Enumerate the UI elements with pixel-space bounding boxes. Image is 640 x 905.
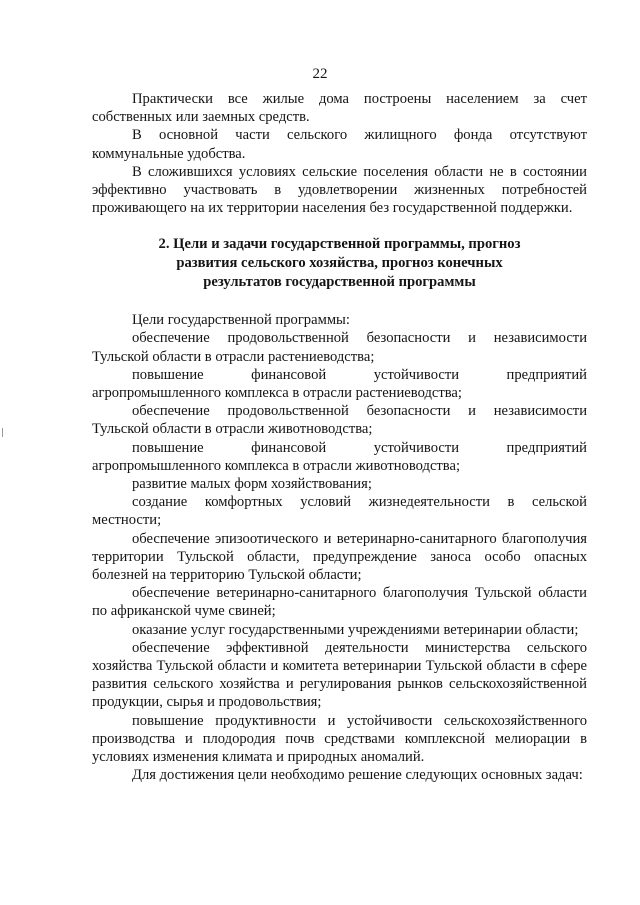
section-heading-line: результатов государственной программы <box>203 273 476 290</box>
goal-item: повышение продуктивности и устойчивости сельскохозяйственного производства и плодородия почв средствами комплексной мелиорации в условиях изменения климата и природных аномалий. <box>92 712 587 766</box>
goal-item: обеспечение эффективной деятельности министерства сельского хозяйства Тульской области и комитета ветеринарии Тульской области в сфере развития сельского хозяйства и регулирования рынков сельскохозяйственной продукции, сырья и продовольствия; <box>92 639 587 711</box>
goal-item: создание комфортных условий жизнедеятельности в сельской местности; <box>92 494 587 529</box>
goal-item: обеспечение ветеринарно-санитарного благополучия Тульской области по африканской чуме свиней; <box>92 585 587 620</box>
paragraph: В основной части сельского жилищного фонда отсутствуют коммунальные удобства. <box>92 127 587 162</box>
section-heading-line: 2. Цели и задачи государственной программы, прогноз <box>158 236 521 253</box>
page-number: 22 <box>312 66 328 82</box>
goal-item: обеспечение эпизоотического и ветеринарно-санитарного благополучия территории Тульской области, предупреждение заноса особо опасных болезней на территорию Тульской области; <box>92 530 587 584</box>
goal-item: повышение финансовой устойчивости предприятий агропромышленного комплекса в отрасли животноводства; <box>92 439 587 474</box>
goal-item: повышение финансовой устойчивости предприятий агропромышленного комплекса в отрасли растениеводства; <box>92 366 587 402</box>
goal-item: развитие малых форм хозяйствования; <box>132 476 372 493</box>
section-heading-line: развития сельского хозяйства, прогноз конечных <box>176 255 503 272</box>
paragraph: В сложившихся условиях сельские поселения области не в состоянии эффективно участвовать в удовлетворении жизненных потребностей проживающего на их территории населения без государственной поддержки. <box>92 163 587 217</box>
scan-margin-mark <box>2 428 3 437</box>
document-body <box>92 90 587 784</box>
section-heading <box>92 235 587 291</box>
goal-item: оказание услуг государственными учреждениями ветеринарии области; <box>132 621 579 638</box>
paragraph: Практически все жилые дома построены населением за счет собственных или заемных средств. <box>92 91 587 126</box>
goals-intro: Цели государственной программы: <box>132 312 350 329</box>
goal-item: обеспечение продовольственной безопасности и независимости Тульской области в отрасли животноводства; <box>92 403 587 438</box>
goal-item: обеспечение продовольственной безопасности и независимости Тульской области в отрасли растениеводства; <box>92 330 587 365</box>
closing-paragraph: Для достижения цели необходимо решение следующих основных задач: <box>132 767 583 784</box>
